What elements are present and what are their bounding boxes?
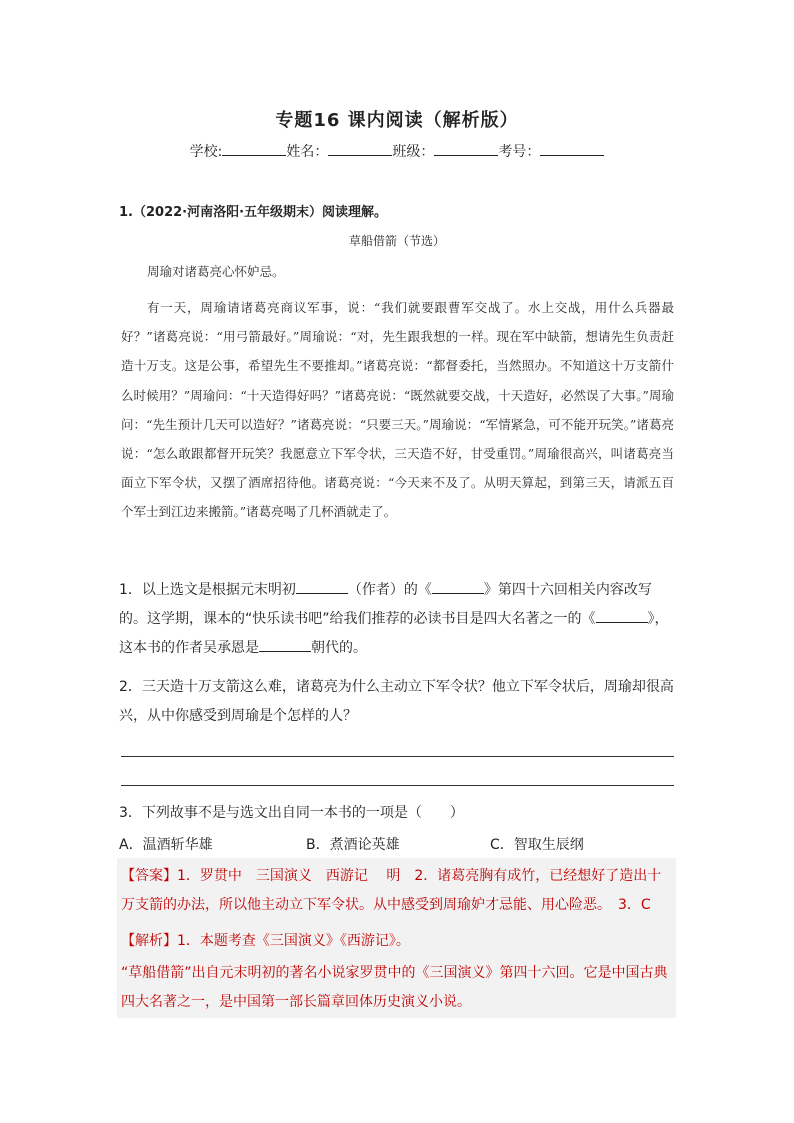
name-blank — [328, 142, 392, 156]
q1-text-c: 》第四十六回相关内容改写的。这学期，课本的“快乐读书吧”给我们推荐的必读书目是四大名著之一的《 — [119, 582, 652, 627]
option-a: A．温酒斩华雄 — [119, 837, 213, 853]
school-label: 学校: — [189, 144, 223, 160]
sub-question-3: 3．下列故事不是与选文出自同一本书的一项是（ ） — [119, 805, 464, 821]
class-blank — [434, 142, 498, 156]
analysis-text: 1．本题考查《三国演义》《西游记》。 — [177, 933, 410, 949]
q1-text-b: （作者）的《 — [347, 582, 432, 598]
q1-text-e: 朝代的。 — [311, 640, 367, 656]
name-label: 姓名： — [286, 144, 329, 160]
sub-question-1 — [119, 576, 675, 663]
q1-blank-author — [296, 580, 348, 594]
class-label: 班级： — [392, 144, 435, 160]
answer-section — [121, 862, 674, 920]
student-info-row — [0, 141, 794, 161]
passage-title: 草船借箭（节选） — [348, 234, 445, 248]
exam-no-label: 考号： — [498, 144, 541, 160]
analysis-section — [121, 927, 674, 956]
q1-text-a: 1．以上选文是根据元末明初 — [119, 582, 296, 598]
answer-tag: 【答案】 — [121, 868, 177, 884]
answer-line-2 — [121, 785, 674, 786]
sub-question-2: 2．三天造十万支箭这么难，诸葛亮为什么主动立下军令状？他立下军令状后，周瑜却很高兴，从中你感受到周瑜是个怎样的人？ — [119, 679, 674, 724]
passage-paragraph-2: 有一天，周瑜请诸葛亮商议军事，说：“我们就要跟曹军交战了。水上交战，用什么兵器最好？”诸葛亮说：“用弓箭最好。”周瑜说：“对，先生跟我想的一样。现在军中缺箭，想请先生负责赶造十万支。这是公事，希望先生不要推却。”诸葛亮说：“都督委托，当然照办。不知道这十万支箭什么时候用？”周瑜问：“十天造得好吗？”诸葛亮说：“既然就要交战，十天造好，必然误了大事。”周瑜问：“先生预计几天可以造好？”诸葛亮说：“只要三天。”周瑜说：“军情紧急，可不能开玩笑。”诸葛亮说：“怎么敢跟都督开玩笑？我愿意立下军令状，三天造不好，甘受重罚。”周瑜很高兴，叫诸葛亮当面立下军令状，又摆了酒席招待他。诸葛亮说：“今天来不及了。从明天算起，到第三天，请派五百个军士到江边来搬箭。”诸葛亮喝了几杯酒就走了。 — [121, 300, 674, 520]
exam-no-blank — [540, 142, 604, 156]
passage-paragraph-1: 周瑜对诸葛亮心怀妒忌。 — [147, 264, 285, 279]
q1-blank-book — [432, 580, 484, 594]
analysis-detail: “草船借箭”出自元末明初的著名小说家罗贯中的《三国演义》第四十六回。它是中国古典四大名著之一，是中国第一部长篇章回体历史演义小说。 — [121, 965, 668, 1010]
q1-text-d: 》，这本书的作者吴承恩是 — [119, 611, 669, 656]
answer-line-1 — [121, 756, 674, 757]
q1-blank-dynasty — [259, 638, 311, 652]
school-blank — [222, 142, 286, 156]
answer-text: 1．罗贯中 三国演义 西游记 明 2．诸葛亮胸有成竹，已经想好了造出十万支箭的办法，所以他主动立下军令状。从中感受到周瑜妒才忌能、用心险恶。 3．C — [121, 868, 662, 913]
page-title: 专题16 课内阅读（解析版） — [275, 110, 519, 131]
option-b: B．煮酒论英雄 — [306, 837, 400, 853]
analysis-tag: 【解析】 — [121, 933, 177, 949]
option-c: C．智取生辰纲 — [490, 837, 584, 853]
q1-blank-book2 — [596, 609, 648, 623]
question-heading: 1.（2022·河南洛阳·五年级期末）阅读理解。 — [119, 205, 388, 220]
